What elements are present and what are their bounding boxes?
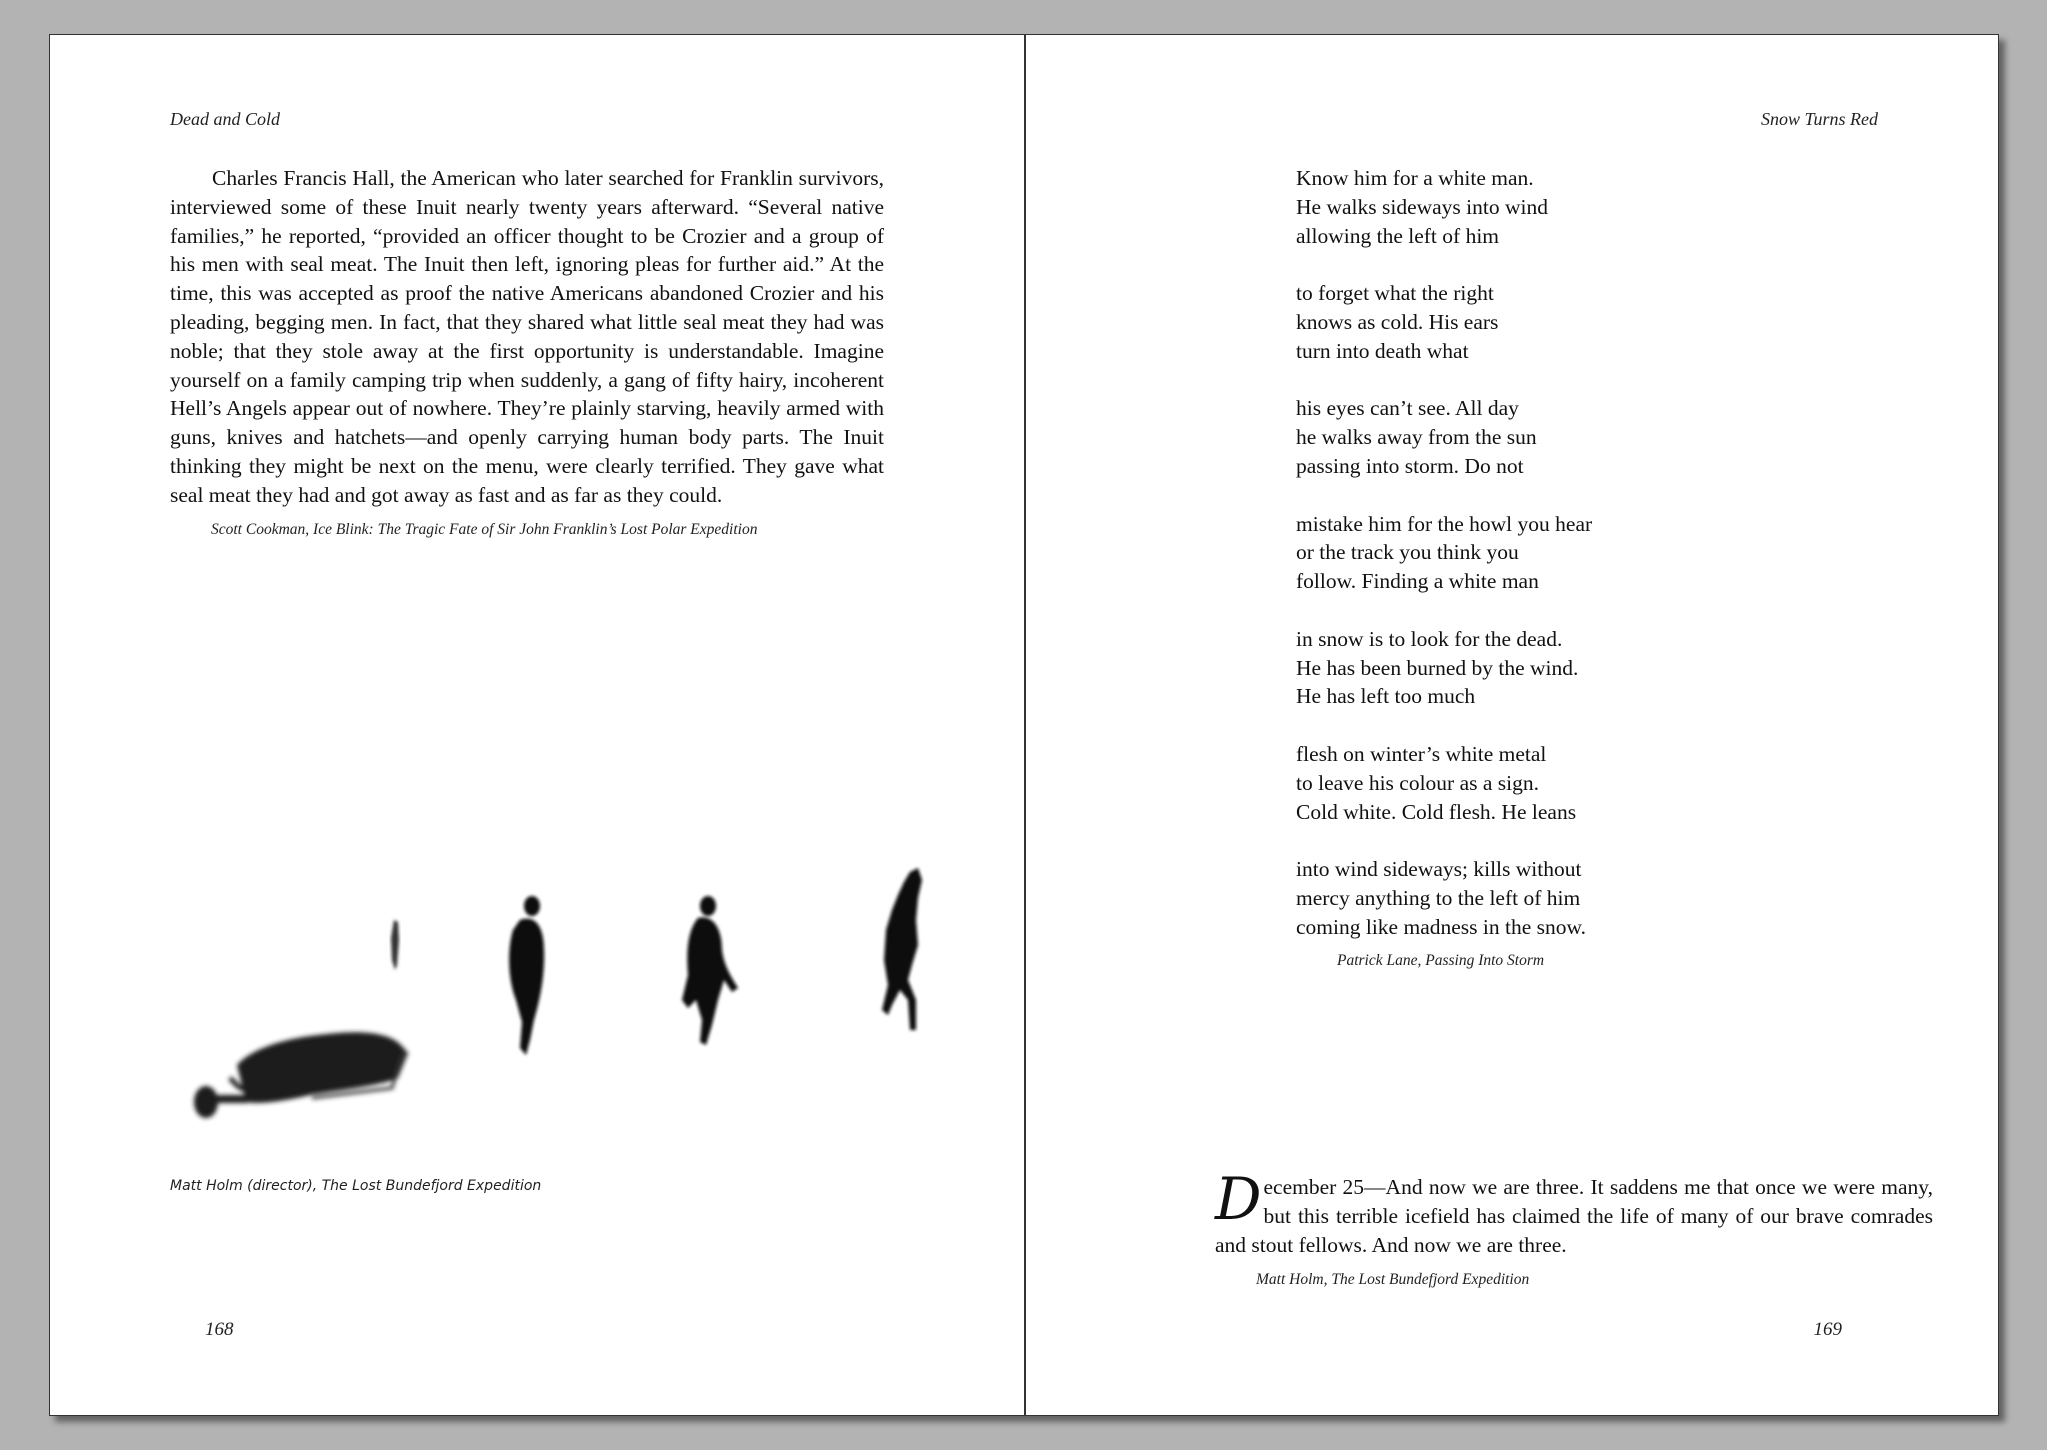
poem-line: to leave his colour as a sign. (1296, 770, 1540, 795)
poem-stanza-5 (1296, 625, 1592, 711)
poem-line: He walks sideways into wind (1296, 194, 1548, 219)
poem-line: into wind sideways; kills without (1296, 857, 1582, 882)
poem-attribution: Patrick Lane, Passing Into Storm (1337, 952, 1545, 969)
poem-line: turn into death what (1296, 338, 1469, 363)
poem-stanza-1 (1296, 164, 1592, 250)
poem-line: to forget what the right (1296, 281, 1494, 306)
book-spread (49, 34, 1999, 1416)
poem-line: flesh on winter’s white metal (1296, 741, 1547, 766)
poem-line: follow. Finding a white man (1296, 569, 1539, 594)
poem-stanza-2 (1296, 279, 1592, 365)
poem-stanza-7 (1296, 855, 1592, 941)
poem-line: He has left too much (1296, 684, 1476, 709)
figure-caption: Matt Holm (director), The Lost Bundefjord Expedition (170, 1178, 542, 1194)
right-page (1026, 35, 1998, 1415)
poem-line: or the track you think you (1296, 540, 1519, 565)
poem-line: mistake him for the howl you hear (1296, 511, 1593, 536)
diary-text: ecember 25—And now we are three. It saddens me that once we were many, but this terrible icefield has claimed the life of many of our brave comrades and stout fellows. And now we are three. (1215, 1175, 1933, 1257)
left-page (50, 35, 1024, 1415)
left-running-head: Dead and Cold (170, 109, 280, 129)
poem-line: knows as cold. His ears (1296, 309, 1499, 334)
sledge-silhouette (194, 1032, 408, 1118)
poem-line: mercy anything to the left of him (1296, 885, 1581, 910)
poem-line: he walks away from the sun (1296, 425, 1537, 450)
poem-line: passing into storm. Do not (1296, 453, 1524, 478)
poem-line: his eyes can’t see. All day (1296, 396, 1519, 421)
poem-line: Cold white. Cold flesh. He leans (1296, 799, 1577, 824)
poem-line: allowing the left of him (1296, 223, 1500, 248)
right-page-number: 169 (1813, 1319, 1842, 1340)
diary-entry (1215, 1165, 1933, 1259)
diary-attribution: Matt Holm, The Lost Bundefjord Expedition (1256, 1271, 1530, 1288)
poem-stanza-4 (1296, 510, 1592, 596)
walker-silhouette-2 (682, 896, 738, 1045)
silhouette-illustration (140, 850, 970, 1150)
poem-line: coming like madness in the snow. (1296, 914, 1587, 939)
walker-silhouette-3 (882, 868, 922, 1030)
film-still-figure (140, 850, 970, 1150)
distant-figure-silhouette (391, 920, 399, 970)
left-page-number: 168 (205, 1319, 234, 1340)
right-running-head: Snow Turns Red (1760, 109, 1878, 129)
poem-line: Know him for a white man. (1296, 166, 1534, 190)
poem-line: He has been burned by the wind. (1296, 655, 1579, 680)
poem (1296, 164, 1592, 942)
left-body-paragraph: Charles Francis Hall, the American who later searched for Franklin survivors, interviewed some of these Inuit nearly twenty years afterward. “Several native families,” he reported, “provided an officer thought to be Crozier and a group of his men with seal meat. The Inuit then left, ignoring pleas for further aid.” At the time, this was accepted as proof the native Americans abandoned Crozier and his pleading, begging men. In fact, that they shared what little seal meat they had was noble; that they stole away at the first opportunity is understandable. Imagine yourself on a family camping trip when suddenly, a gang of fifty hairy, incoherent Hell’s Angels appear out of nowhere. They’re plainly starving, heavily armed with guns, knives and hatchets—and openly carrying human body parts. The Inuit thinking they might be next on the menu, were clearly terrified. They gave what seal meat they had and got away as fast and as far as they could. (170, 166, 884, 507)
poem-stanza-6 (1296, 740, 1592, 826)
left-attribution: Scott Cookman, Ice Blink: The Tragic Fate of Sir John Franklin’s Lost Polar Expedition (211, 521, 758, 538)
poem-line: in snow is to look for the dead. (1296, 626, 1563, 651)
poem-stanza-3 (1296, 394, 1592, 480)
walker-silhouette-1 (509, 896, 544, 1055)
drop-cap: D (1215, 1165, 1262, 1233)
